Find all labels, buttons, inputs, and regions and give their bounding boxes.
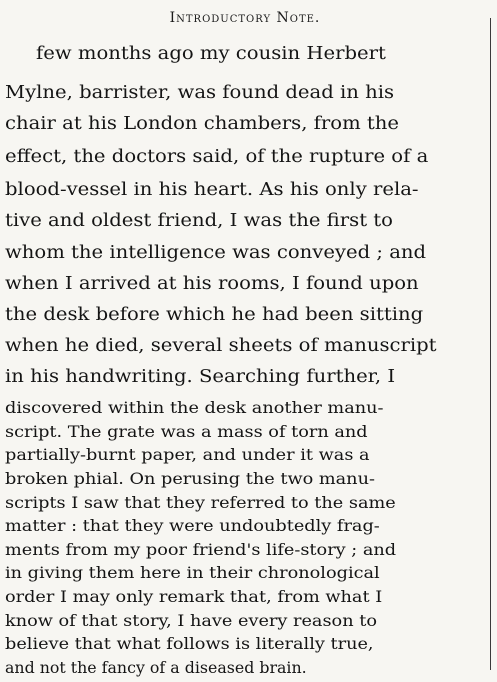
column-rule — [490, 18, 491, 670]
text-line-10: when he died, several sheets of manuscript — [5, 336, 437, 356]
text-line-16: scripts I saw that they referred to the same — [5, 493, 396, 512]
text-line-11: in his handwriting. Searching further, I — [5, 367, 396, 387]
text-line-3: chair at his London chambers, from the — [5, 114, 400, 134]
text-line-6: tive and oldest friend, I was the first to — [5, 211, 393, 231]
text-line-8: when I arrived at his rooms, I found upon — [5, 274, 419, 294]
text-line-15: broken phial. On perusing the two manu- — [5, 469, 375, 488]
text-line-2: Mylne, barrister, was found dead in his — [5, 83, 395, 103]
article-heading: Introductory Note. — [169, 10, 321, 26]
text-line-1: few months ago my cousin Herbert — [36, 44, 386, 64]
text-line-17: matter : that they were undoubtedly frag- — [5, 516, 380, 535]
text-line-9: the desk before which he had been sitting — [5, 305, 424, 325]
text-line-4: effect, the doctors said, of the rupture of a — [5, 147, 429, 167]
text-line-13: script. The grate was a mass of torn and — [5, 422, 368, 441]
text-line-21: know of that story, I have every reason to — [5, 611, 377, 630]
text-line-18: ments from my poor friend's life-story ; and — [5, 540, 397, 559]
text-line-20: order I may only remark that, from what I — [5, 587, 383, 606]
text-line-7: whom the intelligence was conveyed ; and — [5, 243, 427, 263]
text-line-23: and not the fancy of a diseased brain. — [5, 658, 307, 677]
text-line-22: believe that what follows is literally true, — [5, 634, 374, 653]
text-line-19: in giving them here in their chronological — [5, 563, 380, 582]
text-line-5: blood-vessel in his heart. As his only rela- — [5, 180, 419, 200]
text-line-12: discovered within the desk another manu- — [5, 398, 384, 417]
text-line-14: partially-burnt paper, and under it was a — [5, 445, 370, 464]
